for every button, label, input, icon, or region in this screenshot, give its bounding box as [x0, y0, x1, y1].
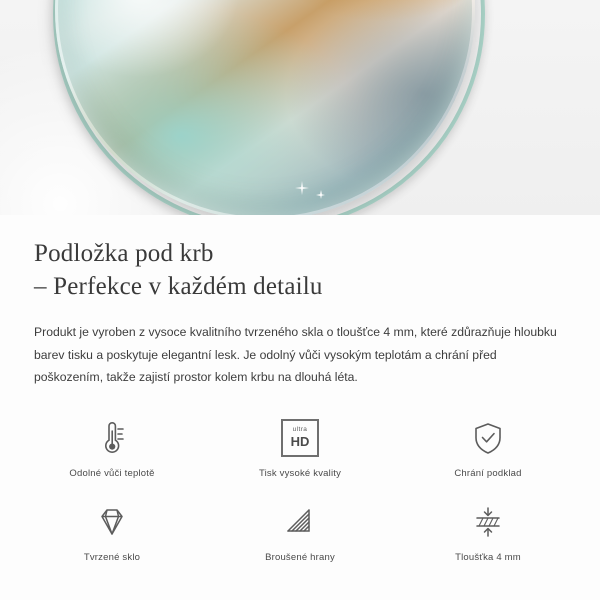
polished-edges-icon [206, 499, 394, 545]
feature-item-polished-edges [206, 499, 394, 563]
feature-item-thickness [394, 499, 582, 563]
thickness-arrows-icon [394, 499, 582, 545]
feature-label: Odolné vůči teplotě [69, 467, 155, 479]
sparkle-icon [316, 190, 325, 199]
feature-item-temperature [18, 415, 206, 479]
page-title [34, 237, 566, 303]
sparkle-icon [295, 181, 309, 195]
content-block [0, 215, 600, 389]
hero-image [0, 0, 600, 215]
feature-label: Broušené hrany [265, 551, 335, 563]
feature-item-print-quality [206, 415, 394, 479]
feature-label: Chrání podklad [454, 467, 522, 479]
feature-item-tempered-glass [18, 499, 206, 563]
feature-label: Tloušťka 4 mm [455, 551, 521, 563]
ultra-hd-bottom-label: HD [290, 433, 310, 449]
ultra-hd-top-label: ultra [292, 426, 308, 434]
product-description-text: Produkt je vyroben z vysoce kvalitního tvrzeného skla o tloušťce 4 mm, které zdůrazňuje hloubku barev tisku a poskytuje elegantní lesk. Je odolný vůči vysokým teplotám a chrání před poškozením, takže zajistí prostor kolem krbu na dlouhá léta. [34, 325, 557, 385]
ultra-hd-icon [206, 415, 394, 461]
feature-label: Tisk vysoké kvality [258, 467, 342, 479]
headline-line-2: – Perfekce v každém detailu [34, 273, 323, 300]
headline-line-1: Podložka pod krb [34, 240, 214, 267]
feature-grid [0, 415, 600, 563]
diamond-icon [18, 499, 206, 545]
feature-item-surface-protection [394, 415, 582, 479]
thermometer-icon [18, 415, 206, 461]
shield-check-icon [394, 415, 582, 461]
feature-label: Tvrzené sklo [83, 551, 141, 563]
